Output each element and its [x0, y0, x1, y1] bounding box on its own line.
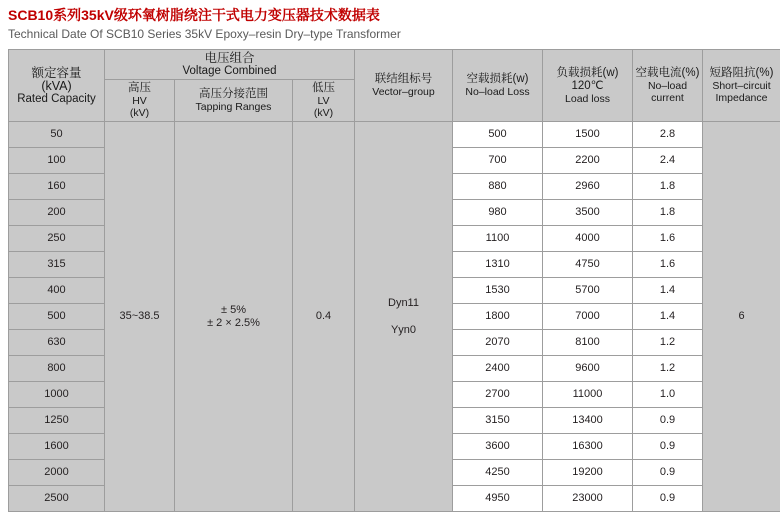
cell-load-loss: 2960	[543, 174, 633, 200]
header-voltage-combined-en: Voltage Combined	[106, 65, 353, 77]
header-lv-en: LV	[294, 95, 353, 107]
cell-no-load-loss: 2070	[453, 330, 543, 356]
header-tapping-ranges	[175, 80, 293, 122]
header-hv-cn: 高压	[106, 82, 173, 95]
cell-no-load-loss: 4950	[453, 486, 543, 512]
cell-no-load-current: 0.9	[633, 408, 703, 434]
tapping-line-2: ± 2 × 2.5%	[176, 317, 291, 330]
cell-capacity: 50	[9, 122, 105, 148]
header-rated-capacity-cn: 额定容量	[10, 67, 103, 80]
header-no-load-loss-cn: 空载损耗(w)	[454, 73, 541, 86]
header-load-loss-temp: 120℃	[544, 80, 631, 93]
cell-load-loss: 16300	[543, 434, 633, 460]
cell-capacity: 250	[9, 226, 105, 252]
header-tapping-en: Tapping Ranges	[176, 101, 291, 113]
header-voltage-combined-cn: 电压组合	[106, 52, 353, 65]
cell-impedance-value: 6	[703, 122, 780, 512]
cell-no-load-loss: 700	[453, 148, 543, 174]
header-tapping-cn: 高压分接范围	[176, 88, 291, 101]
cell-capacity: 630	[9, 330, 105, 356]
cell-no-load-current: 0.9	[633, 460, 703, 486]
cell-load-loss: 19200	[543, 460, 633, 486]
cell-no-load-current: 1.8	[633, 174, 703, 200]
cell-no-load-loss: 1100	[453, 226, 543, 252]
header-vector-group-en: Vector–group	[356, 86, 451, 98]
cell-no-load-loss: 1800	[453, 304, 543, 330]
cell-vector-group-value	[355, 122, 453, 512]
cell-capacity: 100	[9, 148, 105, 174]
cell-load-loss: 4000	[543, 226, 633, 252]
cell-load-loss: 1500	[543, 122, 633, 148]
header-no-load-current	[633, 50, 703, 122]
cell-no-load-loss: 3600	[453, 434, 543, 460]
header-hv	[105, 80, 175, 122]
cell-load-loss: 7000	[543, 304, 633, 330]
cell-no-load-loss: 980	[453, 200, 543, 226]
header-load-loss-cn: 负载损耗(w)	[544, 67, 631, 80]
cell-load-loss: 23000	[543, 486, 633, 512]
cell-no-load-loss: 2400	[453, 356, 543, 382]
cell-hv-value: 35~38.5	[105, 122, 175, 512]
cell-capacity: 800	[9, 356, 105, 382]
cell-capacity: 160	[9, 174, 105, 200]
header-vector-group	[355, 50, 453, 122]
header-no-load-current-en2: current	[634, 92, 701, 104]
cell-load-loss: 4750	[543, 252, 633, 278]
table-header-row-1	[9, 50, 780, 80]
cell-load-loss: 3500	[543, 200, 633, 226]
header-rated-capacity-en: Rated Capacity	[10, 93, 103, 105]
header-load-loss-en: Load loss	[544, 93, 631, 105]
page-title-en: Technical Date Of SCB10 Series 35kV Epoxy–resin Dry–type Transformer	[8, 26, 780, 43]
table-row	[9, 122, 780, 148]
cell-no-load-loss: 4250	[453, 460, 543, 486]
header-impedance-en2: Impedance	[704, 92, 779, 104]
header-no-load-loss-en: No–load Loss	[454, 86, 541, 98]
cell-no-load-current: 1.2	[633, 356, 703, 382]
header-lv	[293, 80, 355, 122]
cell-no-load-current: 0.9	[633, 486, 703, 512]
cell-no-load-current: 1.4	[633, 304, 703, 330]
header-impedance-cn: 短路阻抗(%)	[704, 67, 779, 80]
header-rated-capacity-unit: (kVA)	[10, 80, 103, 93]
header-no-load-current-cn: 空载电流(%)	[634, 67, 701, 80]
cell-no-load-current: 1.4	[633, 278, 703, 304]
cell-no-load-loss: 3150	[453, 408, 543, 434]
cell-capacity: 200	[9, 200, 105, 226]
header-lv-cn: 低压	[294, 82, 353, 95]
cell-no-load-current: 0.9	[633, 434, 703, 460]
cell-no-load-loss: 2700	[453, 382, 543, 408]
cell-load-loss: 8100	[543, 330, 633, 356]
cell-capacity: 400	[9, 278, 105, 304]
header-no-load-loss	[453, 50, 543, 122]
header-hv-unit: (kV)	[106, 107, 173, 119]
vector-group-line-2: Yyn0	[356, 324, 451, 337]
cell-load-loss: 9600	[543, 356, 633, 382]
vector-group-line-1: Dyn11	[356, 297, 451, 310]
cell-no-load-loss: 1530	[453, 278, 543, 304]
cell-no-load-current: 2.8	[633, 122, 703, 148]
cell-load-loss: 2200	[543, 148, 633, 174]
cell-capacity: 1250	[9, 408, 105, 434]
cell-no-load-current: 1.8	[633, 200, 703, 226]
cell-capacity: 2000	[9, 460, 105, 486]
transformer-spec-table	[8, 49, 780, 512]
cell-no-load-current: 1.6	[633, 252, 703, 278]
header-voltage-combined	[105, 50, 355, 80]
cell-capacity: 2500	[9, 486, 105, 512]
cell-no-load-loss: 1310	[453, 252, 543, 278]
cell-capacity: 1600	[9, 434, 105, 460]
header-hv-en: HV	[106, 95, 173, 107]
cell-no-load-current: 2.4	[633, 148, 703, 174]
cell-load-loss: 13400	[543, 408, 633, 434]
cell-lv-value: 0.4	[293, 122, 355, 512]
title-block	[0, 0, 780, 43]
header-impedance	[703, 50, 780, 122]
cell-no-load-current: 1.0	[633, 382, 703, 408]
tapping-line-1: ± 5%	[176, 304, 291, 317]
cell-load-loss: 11000	[543, 382, 633, 408]
page-title-cn: SCB10系列35kV级环氧树脂绕注干式电力变压器技术数据表	[8, 6, 780, 24]
header-vector-group-cn: 联结组标号	[356, 73, 451, 86]
cell-no-load-current: 1.6	[633, 226, 703, 252]
header-lv-unit: (kV)	[294, 107, 353, 119]
cell-load-loss: 5700	[543, 278, 633, 304]
header-impedance-en: Short–circuit	[704, 80, 779, 92]
cell-no-load-loss: 880	[453, 174, 543, 200]
cell-capacity: 1000	[9, 382, 105, 408]
cell-capacity: 500	[9, 304, 105, 330]
header-load-loss	[543, 50, 633, 122]
cell-no-load-loss: 500	[453, 122, 543, 148]
cell-no-load-current: 1.2	[633, 330, 703, 356]
cell-capacity: 315	[9, 252, 105, 278]
header-no-load-current-en: No–load	[634, 80, 701, 92]
cell-tapping-value	[175, 122, 293, 512]
header-rated-capacity	[9, 50, 105, 122]
